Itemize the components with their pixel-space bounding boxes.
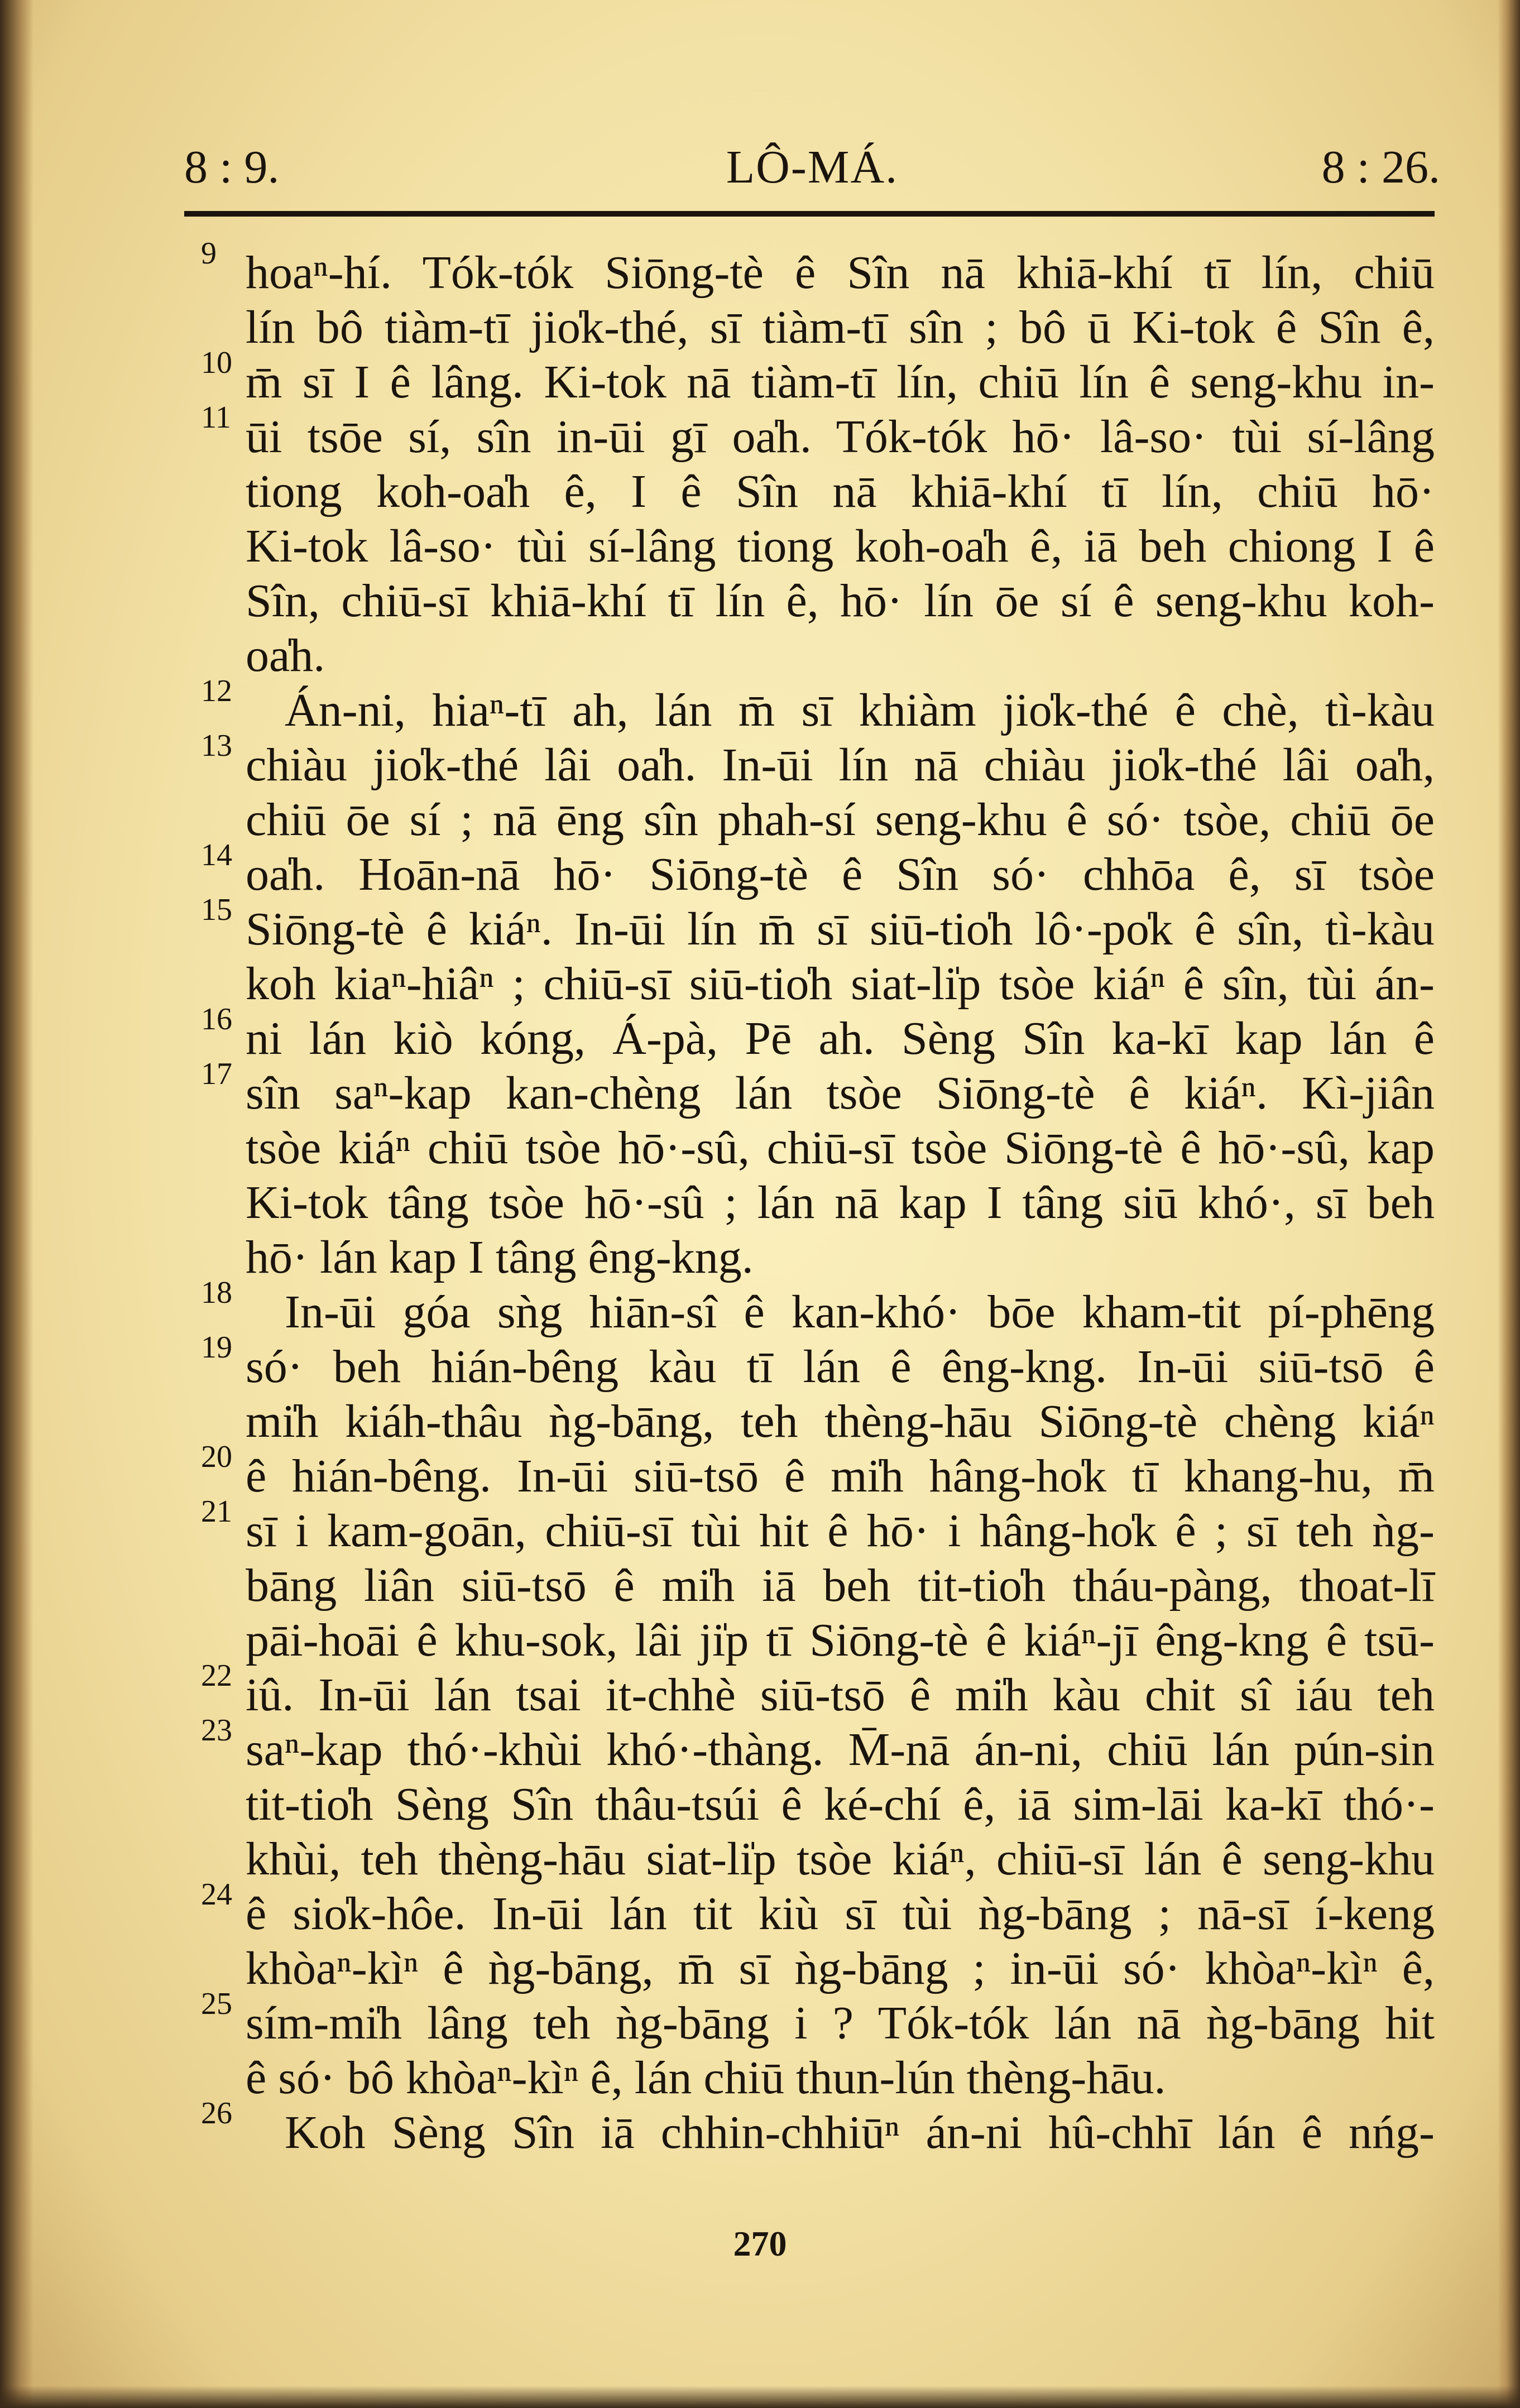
line-text: hō· lán kap I tâng êng-kng.: [246, 1231, 754, 1283]
verse-number: 18: [201, 1275, 232, 1310]
text-line: [201, 1330, 1435, 1394]
text-line: [201, 2051, 1429, 2105]
line-text: só· beh hián-bêng kàu tī lán ê êng-kng. In-ūi siū-tsō ê: [246, 1341, 1435, 1393]
text-line: [201, 574, 1435, 629]
text-line: [201, 1558, 1435, 1613]
text-line: [201, 674, 1435, 738]
text-line: [201, 1832, 1435, 1887]
verse-number: 19: [201, 1330, 232, 1365]
line-text: Ki-tok lâ-so· tùi sí-lâng tiong koh-oa̍h ê, iā beh chiong I ê: [246, 520, 1435, 572]
verse-number: 22: [201, 1658, 232, 1693]
book-title: LÔ-MÁ.: [726, 141, 899, 193]
line-text: ê sio̍k-hôe. In-ūi lán tit kiù sī tùi ǹg-bāng ; nā-sī í-keng: [246, 1888, 1435, 1940]
verse-number: 12: [201, 674, 232, 708]
text-line: [201, 519, 1435, 574]
line-text: khòaⁿ-kìⁿ ê ǹg-bāng, m̄ sī ǹg-bāng ; in-ūi só· khòaⁿ-kìⁿ ê,: [246, 1942, 1435, 1994]
chapter-verse-start: 8 : 9.: [184, 141, 280, 193]
line-text: ni lán kiò kóng, Á-pà, Pē ah. Sèng Sîn ka-kī kap lán ê: [246, 1013, 1435, 1064]
page-edge-shadow-left: [0, 0, 33, 2408]
verse-number: 26: [201, 2096, 232, 2131]
line-text: tsòe kiáⁿ chiū tsòe hō·-sû, chiū-sī tsòe Siōng-tè ê hō·-sû, kap: [246, 1122, 1435, 1174]
line-text: ūi tsōe sí, sîn in-ūi gī oa̍h. Tók-tók hō· lâ-so· tùi sí-lâng: [246, 411, 1435, 463]
line-text: hoaⁿ-hí. Tók-tók Siōng-tè ê Sîn nā khiā-khí tī lín, chiū: [246, 247, 1435, 299]
text-line: [201, 957, 1435, 1011]
text-line: [201, 1494, 1435, 1558]
text-line: [201, 1941, 1435, 1996]
verse-number: 9: [201, 236, 217, 271]
page-edge-shadow-right: [1498, 0, 1520, 2408]
line-text: koh kiaⁿ-hiâⁿ ; chiū-sī siū-tio̍h siat-li̍p tsòe kiáⁿ ê sîn, tùi án-: [246, 958, 1435, 1010]
line-text: tiong koh-oa̍h ê, I ê Sîn nā khiā-khí tī lín, chiū hō·: [246, 466, 1435, 517]
text-line: [201, 2096, 1435, 2160]
running-head: [184, 140, 1440, 207]
line-text: saⁿ-kap thó·-khùi khó·-thàng. M̄-nā án-ni, chiū lán pún-sin: [246, 1724, 1435, 1776]
text-line: [201, 1002, 1435, 1066]
verse-number: 23: [201, 1713, 232, 1748]
line-text: Ki-tok tâng tsòe hō·-sû ; lán nā kap I tâng siū khó·, sī beh: [246, 1177, 1435, 1229]
verse-number: 10: [201, 346, 232, 380]
line-text: oa̍h. Hoān-nā hō· Siōng-tè ê Sîn só· chhōa ê, sī tsòe: [246, 848, 1435, 900]
verse-number: 16: [201, 1002, 232, 1037]
text-line: [201, 1230, 1429, 1285]
text-line: [201, 236, 1435, 300]
line-text: chiàu jio̍k-thé lâi oa̍h. In-ūi lín nā chiàu jio̍k-thé lâi oa̍h,: [246, 739, 1435, 791]
text-line: [201, 629, 1429, 683]
text-line: [201, 1613, 1435, 1668]
text-line: [201, 1176, 1435, 1230]
text-line: [201, 1121, 1435, 1176]
line-text: lín bô tiàm-tī jio̍k-thé, sī tiàm-tī sîn ; bô ū Ki-tok ê Sîn ê,: [246, 301, 1435, 353]
text-line: [201, 1877, 1435, 1941]
line-text: tit-tio̍h Sèng Sîn thâu-tsúi ê ké-chí ê, iā sim-lāi ka-kī thó·-: [246, 1778, 1435, 1830]
page-edge-shadow-bottom: [0, 2386, 1520, 2408]
line-text: sī i kam-goān, chiū-sī tùi hit ê hō· i hâng-ho̍k ê ; sī teh ǹg-: [246, 1505, 1435, 1557]
line-text: sím-mi̍h lâng teh ǹg-bāng i ? Tók-tók lán nā ǹg-bāng hit: [246, 1997, 1435, 2049]
verse-number: 25: [201, 1987, 232, 2021]
page-number: 270: [733, 2224, 787, 2263]
line-text: iû. In-ūi lán tsai it-chhè siū-tsō ê mi̍h kàu chit sî iáu teh: [246, 1669, 1435, 1721]
text-line: [201, 400, 1435, 464]
chapter-verse-end: 8 : 26.: [1321, 141, 1440, 193]
scripture-text: [201, 236, 1435, 2160]
text-line: [201, 1275, 1435, 1340]
text-line: [201, 1987, 1435, 2051]
line-text: khùi, teh thèng-hāu siat-li̍p tsòe kiáⁿ, chiū-sī lán ê seng-khu: [246, 1833, 1435, 1885]
header-rule: [184, 211, 1435, 217]
text-line: [201, 1713, 1435, 1777]
verse-number: 13: [201, 728, 232, 763]
verse-number: 11: [201, 400, 231, 435]
line-text: mi̍h kiáh-thâu ǹg-bāng, teh thèng-hāu Siōng-tè chèng kiáⁿ: [246, 1395, 1435, 1447]
line-text: bāng liân siū-tsō ê mi̍h iā beh tit-tio̍h tháu-pàng, thoat-lī: [246, 1560, 1435, 1611]
verse-number: 20: [201, 1440, 232, 1474]
line-text: ê só· bô khòaⁿ-kìⁿ ê, lán chiū thun-lún thèng-hāu.: [246, 2052, 1166, 2104]
verse-number: 17: [201, 1057, 232, 1091]
verse-number: 14: [201, 838, 232, 872]
text-line: [201, 346, 1435, 410]
text-line: [201, 464, 1435, 519]
text-line: [201, 1777, 1435, 1832]
text-line: [201, 1057, 1435, 1121]
text-line: [201, 728, 1435, 793]
line-text: Siōng-tè ê kiáⁿ. In-ūi lín m̄ sī siū-tio̍h lô·-po̍k ê sîn, tì-kàu: [246, 903, 1435, 955]
text-line: [201, 1658, 1435, 1723]
line-text: ê hián-bêng. In-ūi siū-tsō ê mi̍h hâng-ho̍k tī khang-hu, m̄: [246, 1450, 1435, 1502]
verse-number: 24: [201, 1877, 232, 1912]
text-line: [201, 1394, 1435, 1449]
text-line: [201, 300, 1435, 355]
text-line: [201, 838, 1435, 902]
verse-number: 21: [201, 1494, 232, 1529]
line-text: Án-ni, hiaⁿ-tī ah, lán m̄ sī khiàm jio̍k-thé ê chè, tì-kàu: [285, 684, 1435, 736]
line-text: m̄ sī I ê lâng. Ki-tok nā tiàm-tī lín, chiū lín ê seng-khu in-: [246, 356, 1435, 408]
line-text: In-ūi góa sǹg hiān-sî ê kan-khó· bōe kham-tit pí-phēng: [285, 1286, 1435, 1338]
line-text: sîn saⁿ-kap kan-chèng lán tsòe Siōng-tè ê kiáⁿ. Kì-jiân: [246, 1067, 1435, 1119]
text-line: [201, 793, 1435, 847]
line-text: Koh Sèng Sîn iā chhin-chhiūⁿ án-ni hû-chhī lán ê nńg-: [285, 2107, 1435, 2158]
line-text: pāi-hoāi ê khu-sok, lâi ji̍p tī Siōng-tè ê kiáⁿ-jī êng-kng ê tsū-: [246, 1614, 1435, 1666]
line-text: Sîn, chiū-sī khiā-khí tī lín ê, hō· lín ōe sí ê seng-khu koh-: [246, 575, 1435, 627]
text-line: [201, 893, 1435, 957]
line-text: chiū ōe sí ; nā ēng sîn phah-sí seng-khu ê só· tsòe, chiū ōe: [246, 794, 1435, 846]
text-line: [201, 1440, 1435, 1504]
line-text: oa̍h.: [246, 630, 325, 682]
verse-number: 15: [201, 893, 232, 927]
